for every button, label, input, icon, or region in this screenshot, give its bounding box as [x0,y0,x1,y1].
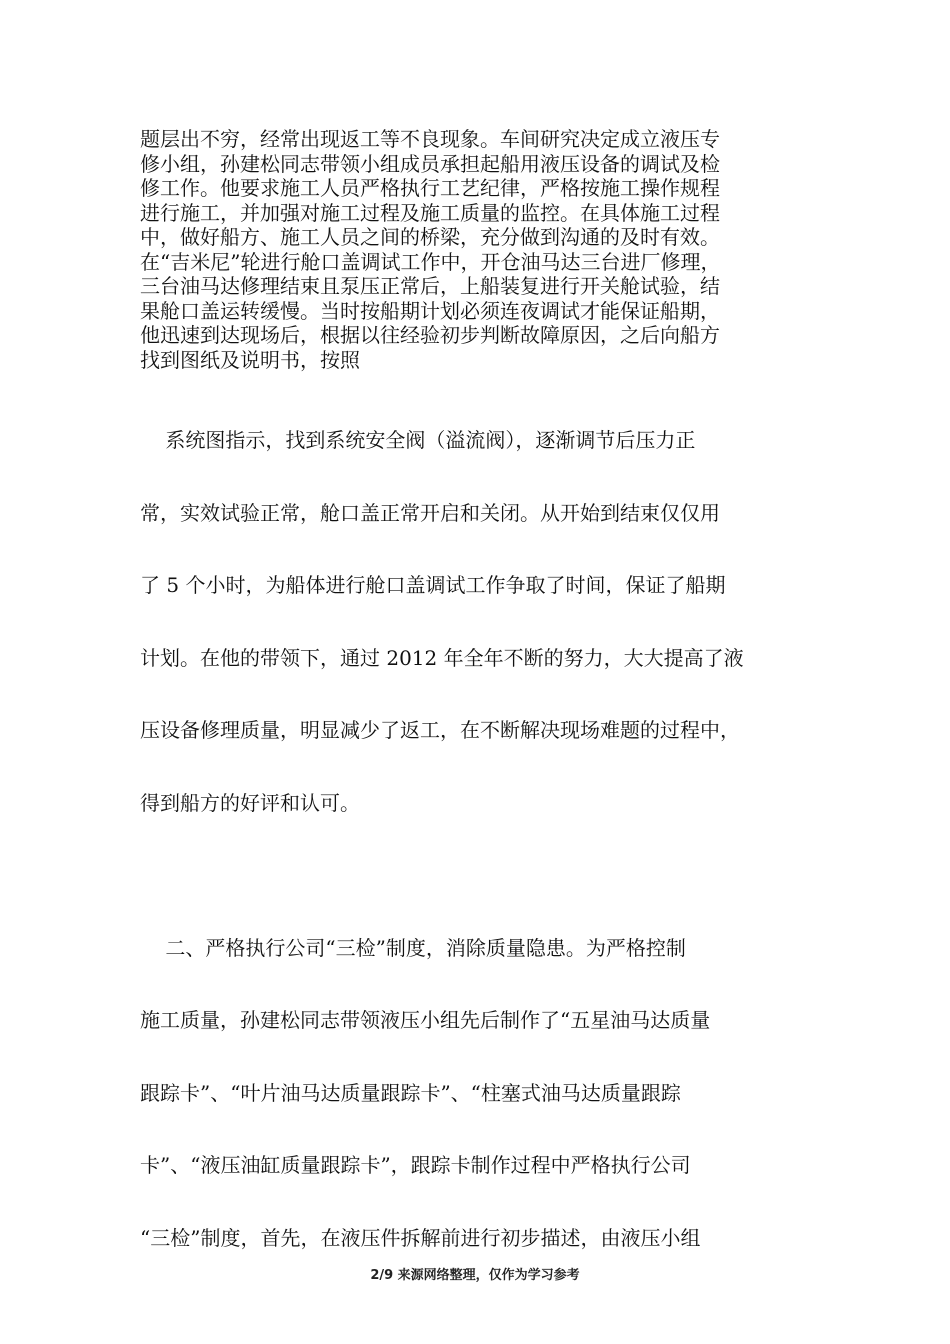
paragraph-line: 计划。在他的带领下，通过 2012 年全年不断的努力，大大提高了液 [140,645,744,670]
paragraph-line: 施工质量，孙建松同志带领液压小组先后制作了“五星油马达质量 [140,1008,711,1032]
paragraph-line: “三检”制度，首先，在液压件拆解前进行初步描述，由液压小组 [140,1225,701,1250]
paragraph-line: 了 5 个小时，为船体进行舱口盖调试工作争取了时间，保证了船期 [140,573,726,597]
paragraph-line: 得到船方的好评和认可。 [140,790,360,815]
paragraph-line: 卡”、“液压油缸质量跟踪卡”，跟踪卡制作过程中严格执行公司 [140,1153,691,1177]
text-line: 三台油马达修理结束且泵压正常后，上船装复进行开关舱试验，结 [140,274,720,298]
paragraph-gap [140,857,820,930]
text-line: 进行施工，并加强对施工过程及施工质量的监控。在具体施工过程 [140,200,720,225]
text-line: 中，做好船方、施工人员之间的桥梁，充分做到沟通的及时有效。 [140,225,720,249]
paragraph-line: 常，实效试验正常，舱口盖正常开启和关闭。从开始到结束仅仅用 [140,500,720,525]
text-line: 找到图纸及说明书，按照 [140,347,360,372]
text-line: 果舱口盖运转缓慢。当时按船期计划必须连夜调试才能保证船期， [140,298,720,323]
text-line: 修小组，孙建松同志带领小组成员承担起船用液压设备的调试及检 [140,151,720,176]
dense-text-block [140,127,820,372]
spaced-text-block [140,422,820,1292]
paragraph-line: 系统图指示，找到系统安全阀（溢流阀），逐渐调节后压力正 [140,428,696,452]
text-line: 修工作。他要求施工人员严格执行工艺纪律，严格按施工操作规程 [140,176,720,200]
paragraph-line: 二、严格执行公司“三检”制度，消除质量隐患。为严格控制 [140,935,686,960]
text-line: 在“吉米尼”轮进行舱口盖调试工作中，开仓油马达三台进厂修理， [140,249,721,274]
text-line: 他迅速到达现场后，根据以往经验初步判断故障原因，之后向船方 [140,323,720,347]
page-footer: 2/9 来源网络整理，仅作为学习参考 [370,1268,580,1283]
paragraph-line: 压设备修理质量，明显减少了返工，在不断解决现场难题的过程中， [140,718,740,742]
text-line: 题层出不穷，经常出现返工等不良现象。车间研究决定成立液压专 [140,127,720,151]
paragraph-line: 跟踪卡”、“叶片油马达质量跟踪卡”、“柱塞式油马达质量跟踪 [140,1080,681,1105]
